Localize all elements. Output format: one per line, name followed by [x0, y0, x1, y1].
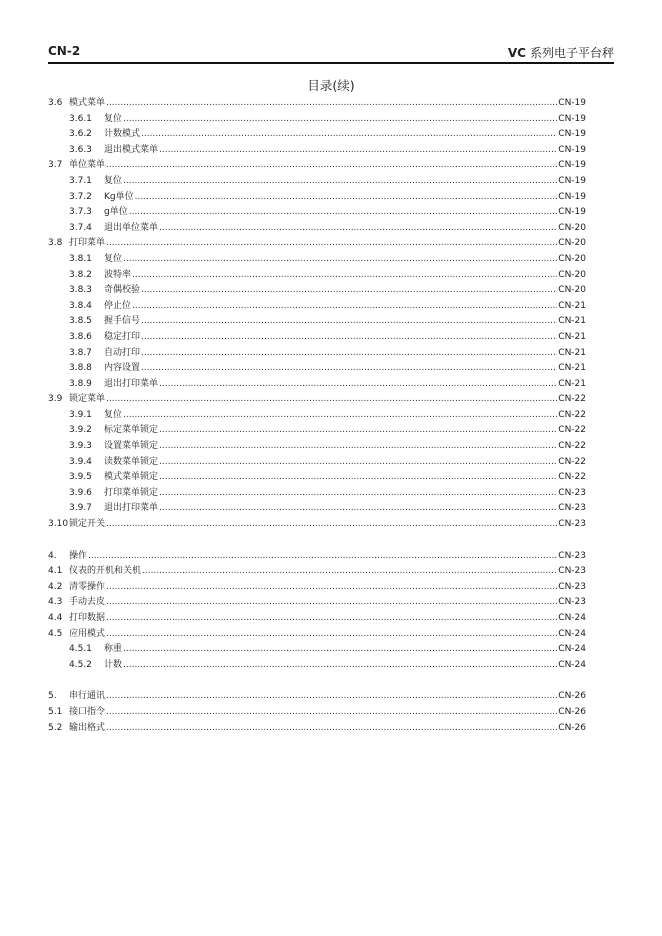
toc-entry-page: CN-22 — [558, 409, 586, 420]
toc-entry-label: 计数 — [104, 659, 123, 670]
toc-entry-page: CN-22 — [558, 441, 586, 452]
toc-entry-page: CN-19 — [558, 175, 586, 186]
toc-entry-label: 退出打印菜单 — [104, 503, 159, 514]
toc-entry-label: 手动去皮 — [69, 597, 106, 608]
toc-entry-page: CN-26 — [558, 691, 586, 702]
toc-leader-dots — [141, 330, 557, 346]
toc-entry[interactable] — [48, 423, 586, 439]
toc-entry-page: CN-20 — [558, 222, 586, 233]
toc-leader-dots — [106, 627, 557, 643]
toc-group-gap — [48, 533, 586, 549]
header-rule — [48, 62, 614, 64]
toc-entry[interactable] — [48, 658, 586, 674]
toc-entry-label: 单位菜单 — [69, 160, 106, 171]
toc-leader-dots — [106, 392, 557, 408]
toc-entry-page: CN-19 — [558, 144, 586, 155]
toc-entry-label: 复位 — [104, 409, 123, 420]
toc-leader-dots — [142, 564, 557, 580]
toc-entry-number: 5. — [48, 691, 57, 702]
toc-entry[interactable] — [48, 517, 586, 533]
toc-entry[interactable] — [48, 346, 586, 362]
toc-entry[interactable] — [48, 455, 586, 471]
toc-entry[interactable] — [48, 236, 586, 252]
toc-leader-dots — [141, 346, 557, 362]
toc-entry-label: 握手信号 — [104, 316, 141, 327]
toc-entry-label: 锁定菜单 — [69, 394, 106, 405]
toc-leader-dots — [132, 299, 557, 315]
toc-entry-number: 3.7.4 — [69, 222, 92, 233]
toc-entry-number: 5.2 — [48, 722, 63, 733]
toc-entry-page: CN-19 — [558, 129, 586, 140]
toc-leader-dots — [159, 423, 557, 439]
toc-entry[interactable] — [48, 190, 586, 206]
toc-entry-number: 3.7 — [48, 160, 63, 171]
toc-entry-page: CN-21 — [558, 300, 586, 311]
toc-entry-number: 3.9.4 — [69, 456, 92, 467]
toc-entry[interactable] — [48, 501, 586, 517]
toc-entry-page: CN-23 — [558, 581, 586, 592]
toc-entry-label: 模式菜单锁定 — [104, 472, 159, 483]
toc-entry[interactable] — [48, 205, 586, 221]
toc-entry-label: 接口指令 — [69, 706, 106, 717]
document-title — [508, 44, 614, 61]
product-code: VC — [507, 46, 526, 60]
toc-leader-dots — [159, 143, 557, 159]
toc-entry-number: 3.9.7 — [69, 503, 92, 514]
toc-entry-label: 设置菜单锁定 — [104, 441, 159, 452]
toc-leader-dots — [106, 689, 557, 705]
toc-entry[interactable] — [48, 642, 586, 658]
toc-entry-number: 3.6.2 — [69, 129, 92, 140]
toc-entry-label: 内容设置 — [104, 363, 141, 374]
toc-entry-number: 3.8.9 — [69, 378, 92, 389]
toc-entry-page: CN-23 — [558, 550, 586, 561]
toc-entry-page: CN-22 — [558, 425, 586, 436]
toc-entry-page: CN-22 — [558, 456, 586, 467]
toc-entry-label: 计数模式 — [104, 129, 141, 140]
toc-entry-number: 3.10 — [48, 519, 69, 530]
toc-entry[interactable] — [48, 470, 586, 486]
toc-entry-page: CN-21 — [558, 347, 586, 358]
toc-leader-dots — [106, 236, 557, 252]
toc-entry-page: CN-24 — [558, 644, 586, 655]
toc-entry-label: 输出格式 — [69, 722, 106, 733]
toc-leader-dots — [123, 408, 557, 424]
toc-entry-label: 退出模式菜单 — [104, 144, 159, 155]
toc-entry[interactable] — [48, 580, 586, 596]
table-of-contents — [48, 96, 586, 736]
toc-entry-page: CN-19 — [558, 207, 586, 218]
toc-entry-label: 应用模式 — [69, 628, 106, 639]
toc-entry-page: CN-23 — [558, 487, 586, 498]
toc-entry-label: 波特率 — [104, 269, 132, 280]
toc-entry-page: CN-22 — [558, 394, 586, 405]
toc-entry-page: CN-24 — [558, 613, 586, 623]
toc-leader-dots — [106, 595, 557, 611]
toc-leader-dots — [141, 361, 557, 377]
toc-leader-dots — [88, 549, 557, 565]
toc-entry-number: 4.4 — [48, 613, 63, 623]
toc-entry[interactable] — [48, 252, 586, 268]
toc-entry[interactable] — [48, 314, 586, 330]
toc-entry[interactable] — [48, 689, 586, 705]
toc-entry[interactable] — [48, 143, 586, 159]
toc-entry-number: 4.2 — [48, 581, 63, 592]
toc-entry-number: 4.5 — [48, 628, 63, 639]
toc-entry-number: 3.9.1 — [69, 409, 92, 420]
toc-entry-number: 3.8.6 — [69, 331, 92, 342]
toc-leader-dots — [141, 127, 557, 143]
toc-leader-dots — [141, 314, 557, 330]
toc-entry[interactable] — [48, 221, 586, 237]
toc-entry-number: 5.1 — [48, 706, 63, 717]
toc-entry-label: 模式菜单 — [69, 98, 106, 108]
toc-leader-dots — [106, 705, 557, 721]
toc-entry-page: CN-20 — [558, 269, 586, 280]
toc-entry[interactable] — [48, 96, 586, 112]
toc-entry-page: CN-19 — [558, 160, 586, 171]
toc-entry[interactable] — [48, 268, 586, 284]
toc-entry-number: 3.8.3 — [69, 285, 92, 296]
toc-entry[interactable] — [48, 392, 586, 408]
toc-leader-dots — [159, 221, 557, 237]
toc-entry-label: 自动打印 — [104, 347, 141, 358]
toc-entry[interactable] — [48, 595, 586, 611]
toc-entry-number: 3.8.1 — [69, 253, 92, 264]
toc-entry[interactable] — [48, 611, 586, 627]
toc-entry-page: CN-23 — [558, 503, 586, 514]
toc-entry-number: 4.3 — [48, 597, 63, 608]
toc-entry-page: CN-19 — [558, 191, 586, 202]
toc-entry-label: 清零操作 — [69, 581, 106, 592]
product-name: 系列电子平台秤 — [529, 46, 614, 60]
toc-entry-label: 退出单位菜单 — [104, 222, 159, 233]
toc-entry-label: 称重 — [104, 644, 123, 655]
toc-entry[interactable] — [48, 330, 586, 346]
page-number: CN-2 — [48, 44, 81, 58]
toc-entry[interactable] — [48, 299, 586, 315]
toc-entry-label: g单位 — [104, 207, 128, 218]
toc-entry[interactable] — [48, 112, 586, 128]
toc-entry-page: CN-19 — [558, 98, 586, 108]
toc-entry-label: 复位 — [104, 175, 123, 186]
toc-entry-number: 3.8.7 — [69, 347, 92, 358]
toc-entry[interactable] — [48, 127, 586, 143]
toc-entry-label: 打印数据 — [69, 613, 106, 623]
toc-entry-number: 4.5.2 — [69, 659, 92, 670]
toc-entry-label: 锁定开关 — [69, 519, 106, 530]
toc-entry-label: 复位 — [104, 253, 123, 264]
toc-entry-page: CN-26 — [558, 706, 586, 717]
toc-entry-number: 3.8.8 — [69, 363, 92, 374]
toc-entry-page: CN-20 — [558, 285, 586, 296]
toc-entry-label: 稳定打印 — [104, 331, 141, 342]
toc-entry-page: CN-21 — [558, 331, 586, 342]
toc-entry-label: 仪表的开机和关机 — [69, 566, 142, 577]
toc-leader-dots — [123, 112, 557, 128]
toc-leader-dots — [129, 205, 558, 221]
toc-entry[interactable] — [48, 721, 586, 737]
toc-leader-dots — [106, 517, 557, 533]
toc-entry[interactable] — [48, 705, 586, 721]
toc-entry-number: 3.6.3 — [69, 144, 92, 155]
toc-entry-label: 串行通讯 — [69, 691, 106, 702]
toc-leader-dots — [132, 268, 557, 284]
toc-entry-label: 读数菜单锁定 — [104, 456, 159, 467]
toc-leader-dots — [123, 658, 557, 674]
toc-entry[interactable] — [48, 174, 586, 190]
toc-leader-dots — [159, 455, 557, 471]
toc-entry[interactable] — [48, 377, 586, 393]
toc-entry[interactable] — [48, 627, 586, 643]
toc-entry[interactable] — [48, 549, 586, 565]
toc-entry-number: 3.6.1 — [69, 113, 92, 124]
toc-leader-dots — [135, 190, 558, 206]
toc-entry-page: CN-23 — [558, 597, 586, 608]
toc-leader-dots — [159, 486, 557, 502]
toc-entry-page: CN-22 — [558, 472, 586, 483]
toc-entry-number: 3.9.5 — [69, 472, 92, 483]
toc-entry[interactable] — [48, 564, 586, 580]
toc-entry-page: CN-20 — [558, 253, 586, 264]
toc-entry[interactable] — [48, 158, 586, 174]
toc-entry-number: 3.9.2 — [69, 425, 92, 436]
toc-leader-dots — [123, 252, 557, 268]
toc-entry-label: 停止位 — [104, 300, 132, 311]
toc-entry-number: 3.8.2 — [69, 269, 92, 280]
toc-leader-dots — [106, 96, 557, 112]
toc-entry[interactable] — [48, 361, 586, 377]
toc-entry-number: 3.9 — [48, 394, 63, 405]
toc-entry-label: 退出打印菜单 — [104, 378, 159, 389]
toc-entry-number: 3.7.2 — [69, 191, 92, 202]
toc-entry-number: 3.8.5 — [69, 316, 92, 327]
toc-entry-label: 操作 — [69, 550, 88, 561]
toc-entry-label: 奇偶校验 — [104, 285, 141, 296]
page-header — [48, 42, 614, 66]
toc-entry-number: 4.1 — [48, 566, 63, 577]
toc-leader-dots — [159, 501, 557, 517]
toc-entry-page: CN-26 — [558, 722, 586, 733]
toc-entry-number: 3.7.3 — [69, 207, 92, 218]
toc-entry[interactable] — [48, 439, 586, 455]
toc-entry-number: 4.5.1 — [69, 644, 92, 655]
toc-entry-page: CN-21 — [558, 363, 586, 374]
toc-entry-page: CN-21 — [558, 378, 586, 389]
toc-entry-number: 3.6 — [48, 98, 63, 108]
toc-leader-dots — [159, 470, 557, 486]
toc-entry-page: CN-21 — [558, 316, 586, 327]
toc-entry-number: 4. — [48, 550, 57, 561]
toc-entry-page: CN-19 — [558, 113, 586, 124]
toc-group-gap — [48, 673, 586, 689]
toc-entry[interactable] — [48, 408, 586, 424]
toc-entry-page: CN-23 — [558, 519, 586, 530]
toc-entry-label: Kg单位 — [104, 191, 134, 202]
toc-entry-label: 打印菜单锁定 — [104, 487, 159, 498]
toc-entry-label: 打印菜单 — [69, 238, 106, 249]
toc-leader-dots — [123, 642, 557, 658]
toc-entry-number: 3.7.1 — [69, 175, 92, 186]
toc-title: 目录(续) — [307, 78, 355, 93]
toc-entry[interactable] — [48, 283, 586, 299]
toc-leader-dots — [106, 580, 557, 596]
toc-leader-dots — [159, 377, 557, 393]
toc-entry-page: CN-24 — [558, 659, 586, 670]
toc-leader-dots — [159, 439, 557, 455]
toc-entry-number: 3.9.3 — [69, 441, 92, 452]
toc-entry-number: 3.8 — [48, 238, 63, 249]
toc-leader-dots — [106, 611, 557, 627]
toc-leader-dots — [141, 283, 557, 299]
toc-entry[interactable] — [48, 486, 586, 502]
toc-entry-number: 3.9.6 — [69, 487, 92, 498]
toc-leader-dots — [123, 174, 557, 190]
toc-entry-page: CN-20 — [558, 238, 586, 249]
toc-entry-page: CN-24 — [558, 628, 586, 639]
toc-entry-label: 标定菜单锁定 — [104, 425, 159, 436]
toc-leader-dots — [106, 158, 557, 174]
toc-entry-page: CN-23 — [558, 566, 586, 577]
toc-leader-dots — [106, 721, 557, 737]
toc-entry-number: 3.8.4 — [69, 300, 92, 311]
toc-entry-label: 复位 — [104, 113, 123, 124]
